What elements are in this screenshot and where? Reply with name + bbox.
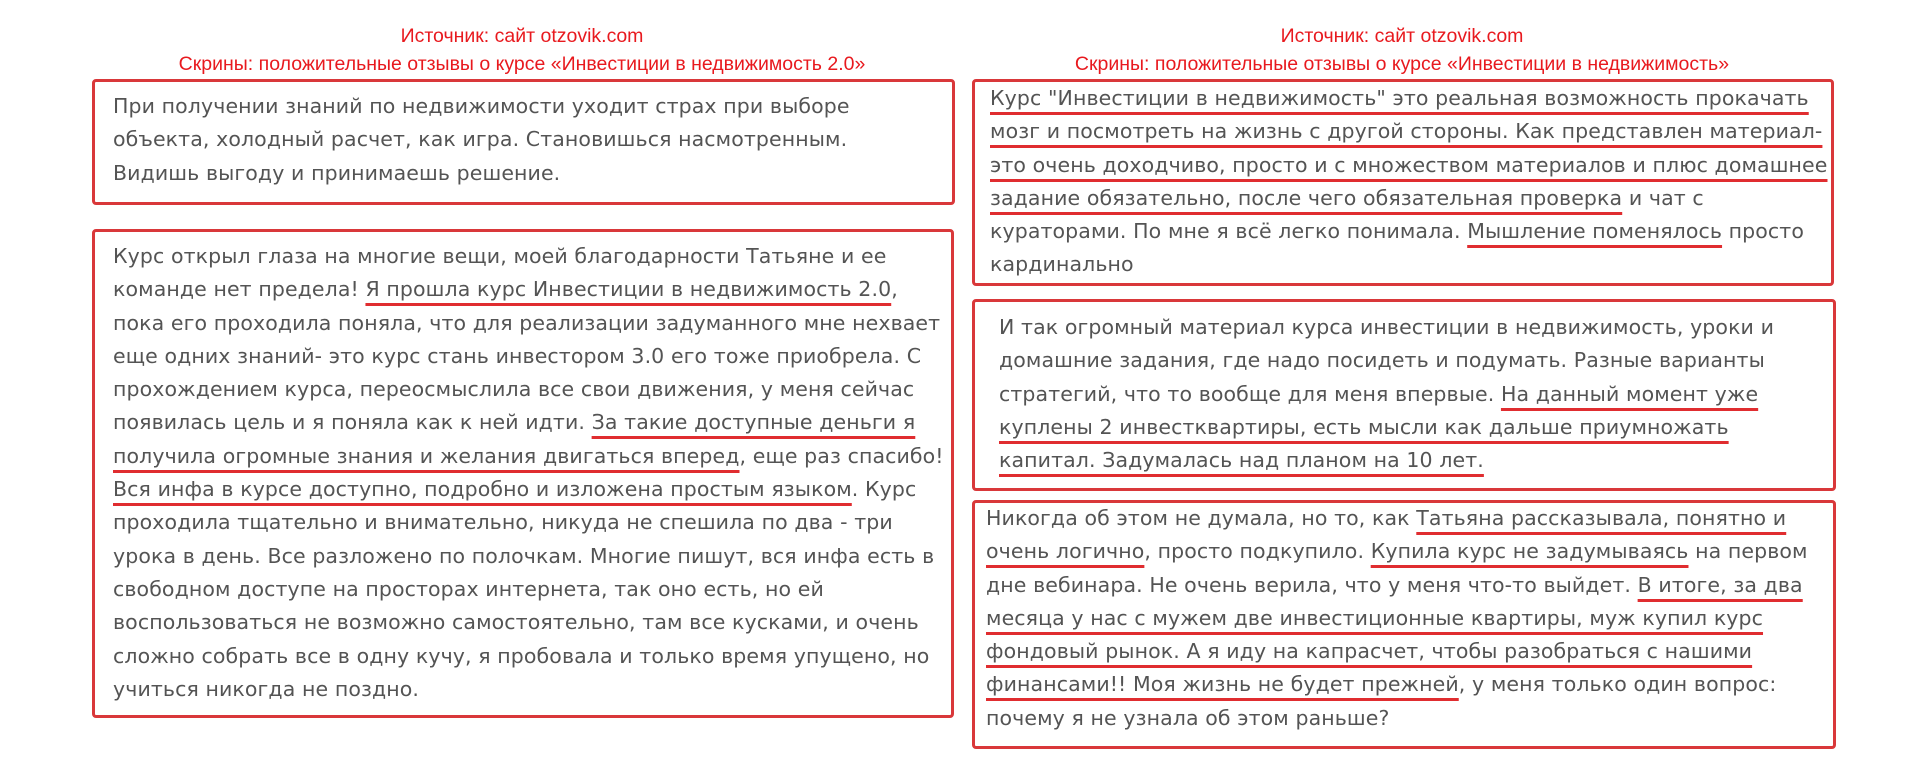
highlighted-phrase: Вся инфа в курсе доступно, подробно и изложена простым языком [113,477,852,502]
review-text-right-3 [986,502,1830,735]
review-text-left-2 [113,240,944,706]
review-fragment: . Курс проходила тщательно и внимательно, никуда не спешила по два - три урока в день. Все разложено по полочкам. Многие пишут, вся инфа есть в свободном доступе на просторах интернета, так оно есть, но ей воспользоваться не возможно самостоятельно, там все кусками, и очень сложно собрать все в одну кучу, я пробовала и только время упущено, но учиться никогда не поздно. [113,477,935,701]
review-fragment: Никогда об этом не думала, но то, как [986,506,1417,530]
highlighted-phrase: В итоге, за два месяца у нас с мужем две инвестиционные квартиры, муж купил курс фондовый рынок. А я иду на капрасчет, чтобы разобраться с нашими финансами!! Моя жизнь не будет прежней [986,572,1803,697]
review-fragment: на первом дне вебинара. Не очень верила, что у меня что-то выйдет. [986,539,1808,597]
review-fragment: , пока его проходила поняла, что для реализации задуманного мне нехвает еще одних знаний- это курс стань инвестором 3.0 его тоже приобрела. С прохождением курса, переосмыслила все свои движения, у меня сейчас появилась цель и я поняла как к ней идти. [113,277,941,435]
review-fragment: , просто подкупило. [1144,539,1371,564]
right-header [972,22,1832,78]
highlighted-phrase: Курс "Инвестиции в недвижимость" это реальная возможность прокачать мозг и посмотреть на жизнь с другой стороны. Как представлен материал- это очень доходчиво, просто и с множеством материалов и плюс домашнее задание обязательно, после чего обязательная проверка [990,86,1828,210]
review-fragment: , еще раз спасибо! [739,443,944,468]
highlighted-phrase: Я прошла курс Инвестиции в недвижимость 2.0 [365,277,892,302]
highlighted-phrase: Мышление поменялось [1467,219,1723,244]
highlighted-phrase: Купила курс не задумываясь [1370,539,1689,564]
highlighted-phrase: За такие доступные деньги я получила огромные знания и желания двигаться вперед [113,410,916,468]
review-text-left-1 [113,90,939,190]
highlighted-phrase: На данный момент уже куплены 2 инвестквартиры, есть мысли как дальше приумножать капитал. Задумалась над планом на 10 лет. [999,381,1759,473]
left-header [92,22,952,78]
right-source-line: Источник: сайт otzovik.com [1280,25,1524,47]
left-source-line: Источник: сайт otzovik.com [400,25,644,47]
highlighted-phrase: Татьяна рассказывала, понятно и очень логично [986,506,1787,564]
review-text-right-1 [990,82,1828,282]
right-caption-line: Скрины: положительные отзывы о курсе «Инвестиции в недвижимость» [1074,53,1730,75]
review-text-right-2 [999,311,1817,477]
review-fragment: При получении знаний по недвижимости уходит страх при выборе объекта, холодный расчет, как игра. Становишься насмотренным. Видишь выгоду и принимаешь решение. [113,94,850,185]
review-fragment: , у меня только один вопрос: почему я не узнала об этом раньше? [986,672,1777,730]
review-fragment: и чат с кураторами. По мне я всё легко понимала. [990,185,1704,244]
review-fragment: И так огромный материал курса инвестиции в недвижимость, уроки и домашние задания, где надо посидеть и подумать. Разные варианты стратегий, что то вообще для меня впервые. [999,315,1775,406]
review-fragment: Курс открыл глаза на многие вещи, моей благодарности Татьяне и ее команде нет предела! [113,244,887,302]
left-caption-line: Скрины: положительные отзывы о курсе «Инвестиции в недвижимость 2.0» [178,53,866,75]
review-fragment: просто кардинально [990,219,1804,277]
